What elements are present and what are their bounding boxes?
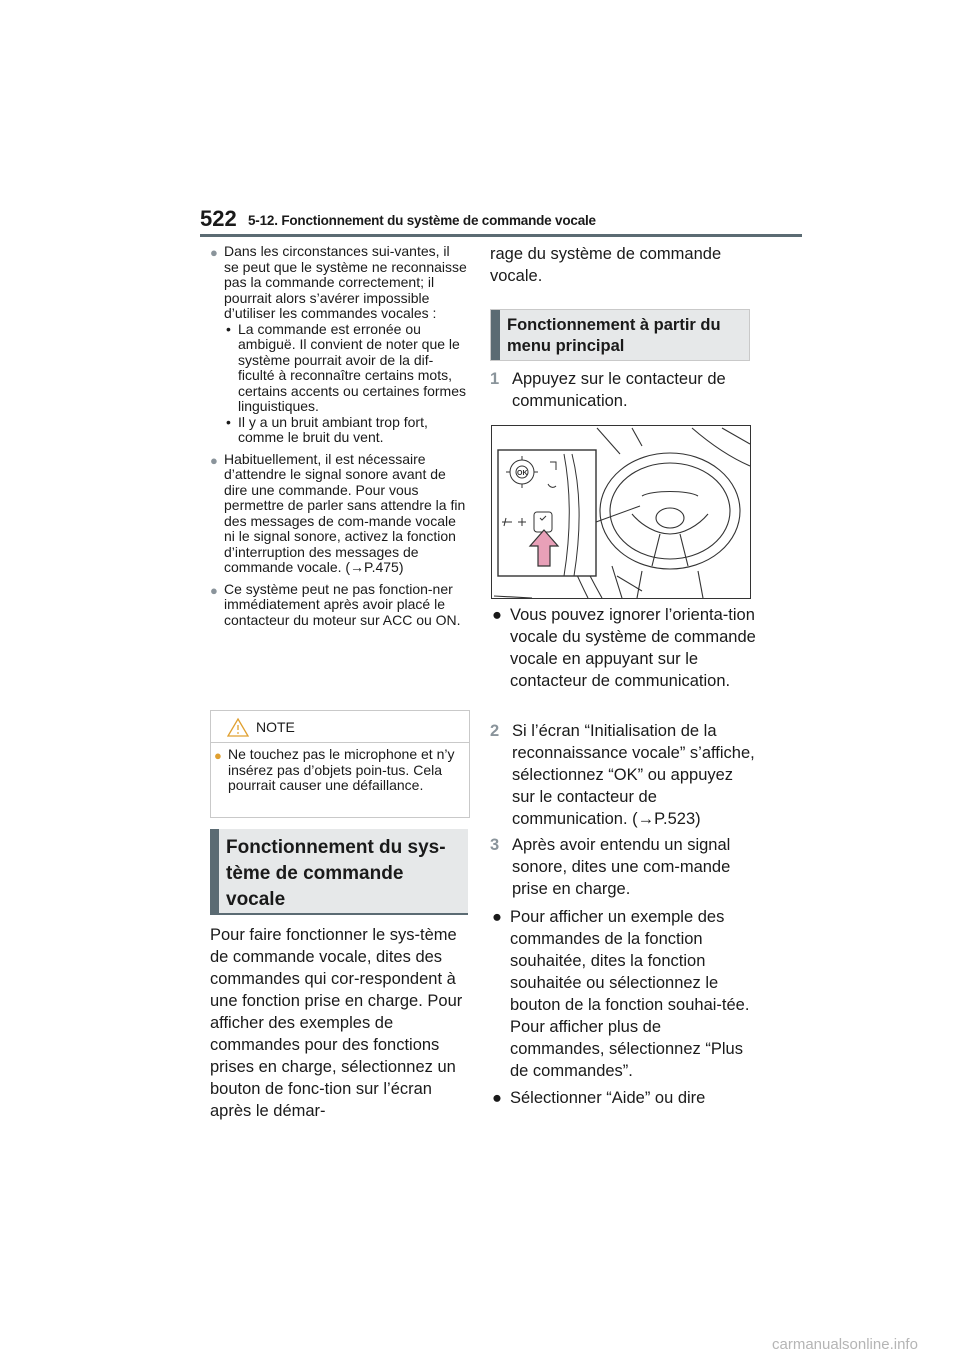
bullet-item [490,604,760,692]
bullet-item [210,244,468,446]
step-text: Appuyez sur le contacteur de communication. [512,370,726,410]
bullet-item [210,582,468,629]
bullet-dot-icon: ● [210,452,218,468]
sub-item [224,415,468,446]
left-column [210,244,468,634]
steering-wheel-illustration [491,425,751,599]
page-header [200,206,802,236]
bullet-dot-icon: ● [210,582,218,598]
note-item [214,747,478,794]
bullet-text: Ce système peut ne pas fonction-ner immédiatement après avoir placé le contacteur du moteur sur ACC ou ON. [224,580,461,628]
heading-accent-bar [491,310,500,360]
step-number: 3 [490,836,500,854]
intro-paragraph-continued: rage du système de commande vocale. [490,245,722,285]
heading-accent-bar [210,829,219,913]
step-number: 2 [490,722,500,740]
step-text: Si l’écran “Initialisation de la reconnaissance vocale” s’affiche, sélectionnez “OK” ou appuyez sur le contacteur de communication. (→P.523) [512,722,755,828]
steering-wheel-drawing [492,426,750,598]
sub-bullet-icon: • [226,413,231,430]
warning-triangle-icon [227,717,249,737]
ok-button-label: OK [517,470,528,477]
bullet-dot-icon: ● [210,245,218,260]
section-title: 5-12. Fonctionnement du système de commande vocale [248,213,596,228]
step-text: Après avoir entendu un signal sonore, dites une com-mande prise en charge. [512,836,731,898]
section-heading-text: Fonctionnement à partir du menu principal [507,316,721,355]
note-text: Ne touchez pas le microphone et n’y insérez pas d’objets poin-tus. Cela pourrait causer une défaillance. [228,746,455,793]
bullet-text: Vous pouvez ignorer l’orienta-tion vocale du système de commande vocale en appuyant sur le contacteur de communication. [510,606,756,690]
watermark: carmanualsonline.info [772,1336,918,1353]
step-number: 1 [490,370,500,388]
section-heading-left [210,829,468,915]
sub-item-text: La commande est erronée ou ambiguë. Il convient de noter que le système pourrait avoir de la dif-ficulté à reconnaître certains mots, certains accents ou certaines formes linguistiques. [238,320,466,414]
bullet-dot-icon: ● [492,1089,502,1107]
bullet-text: Sélectionner “Aide” ou dire [510,1089,706,1107]
bullet-item [490,1087,760,1109]
note-heading: NOTE [256,719,295,735]
step-item [490,368,760,412]
section-heading-text: Fonctionnement du sys-tème de commande vocale [226,837,446,910]
bullet-dot-icon: ● [492,606,502,624]
step-item [490,720,760,830]
sub-bullet-icon: • [226,320,231,337]
note-box [210,710,470,818]
bullet-dot-icon: ● [214,748,222,763]
note-divider [211,742,469,743]
step-item [490,834,760,900]
bullet-item [210,452,468,576]
page-number: 522 [200,206,237,231]
sub-item [224,322,468,415]
header-rule [200,234,802,237]
bullet-item [490,906,760,1082]
bullet-text: Pour afficher un exemple des commandes de la fonction souhaitée, dites la fonction souhaitée ou sélectionnez le bouton de la fonction souhai-tée. Pour afficher plus de commandes, sélectionnez “Plus de commandes”. [510,908,750,1080]
bullet-text: Dans les circonstances sui-vantes, il se peut que le système ne reconnaisse pas la commande correctement; il pourrait alors s’avérer impossible d’utiliser les commandes vocales : [224,243,467,321]
sub-item-text: Il y a un bruit ambiant trop fort, comme le bruit du vent. [238,413,428,445]
intro-paragraph: Pour faire fonctionner le sys-tème de commande vocale, dites des commandes qui cor-respondent à une fonction prise en charge. Pour afficher des exemples de commandes pour des fonctions prises en charge, sélectionnez un bouton de fonc-tion sur l’écran après le démar- [210,926,463,1120]
section-heading-right [490,309,750,361]
bullet-dot-icon: ● [492,908,502,926]
bullet-text: Habituellement, il est nécessaire d’attendre le signal sonore avant de dire une commande. Pour vous permettre de parler sans attendre la fin des messages de com-mande vocale ni le signal sonore, activez la fonction d’interruption des messages de commande vocale. (→P.475) [224,450,466,575]
